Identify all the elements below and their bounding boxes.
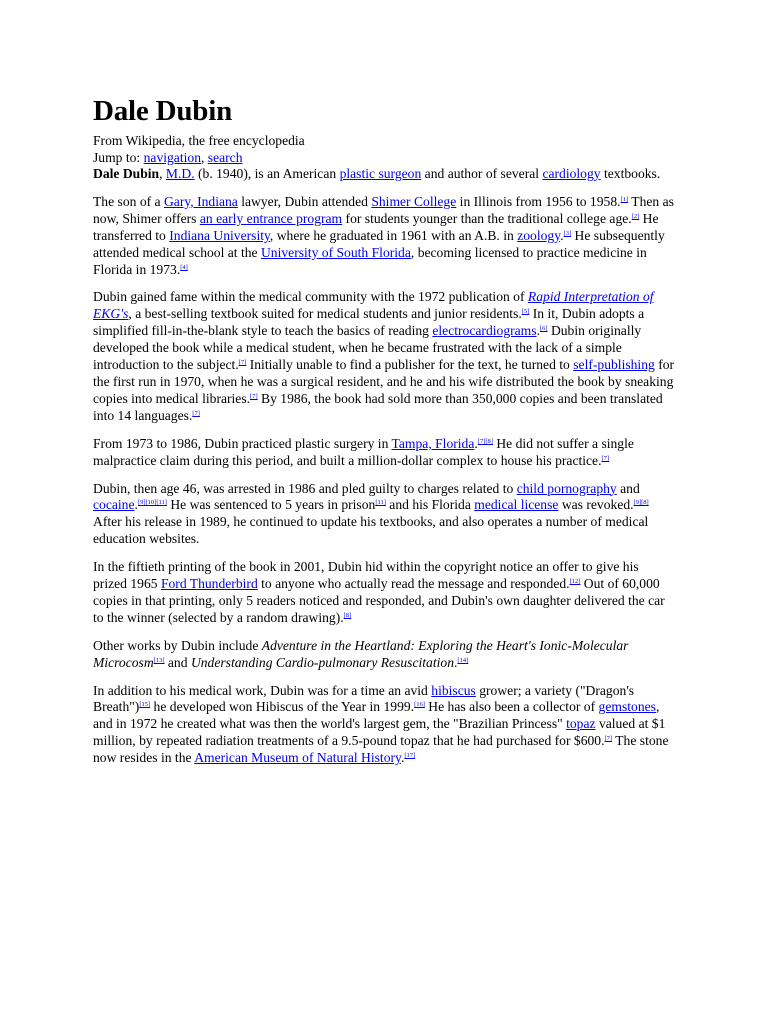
reference-link[interactable]: [12] xyxy=(569,578,581,586)
article-paragraph xyxy=(93,289,676,424)
article xyxy=(93,94,676,778)
text-run: . xyxy=(536,323,540,339)
text-run: textbooks. xyxy=(600,166,661,181)
reference-marker xyxy=(457,657,468,664)
text-run: and xyxy=(164,654,191,670)
text-run: . xyxy=(474,435,478,451)
wiki-link[interactable]: American Museum of Natural History xyxy=(194,750,401,766)
site-tagline: From Wikipedia, the free encyclopedia xyxy=(93,133,305,148)
reference-link[interactable]: [9][10][11] xyxy=(137,499,167,507)
bold-subject: Dale Dubin xyxy=(93,166,160,181)
text-run: He has also been a collector of xyxy=(424,699,599,715)
text-run: The son of a xyxy=(93,193,164,209)
wiki-link[interactable]: Indiana University xyxy=(169,227,270,243)
wiki-link[interactable]: gemstones xyxy=(598,699,656,715)
reference-link[interactable]: [13] xyxy=(153,656,165,664)
text-run: grower; a variety ("Dragon's Breath") xyxy=(93,682,635,715)
reference-marker xyxy=(605,735,613,742)
text-run: valued at $1 million, by repeated radiation treatments of a 9.5-pound topaz that he had purchased for $600. xyxy=(93,716,666,749)
reference-link[interactable]: [5] xyxy=(521,308,530,316)
article-paragraph xyxy=(93,559,676,627)
wiki-link[interactable]: University of South Florida xyxy=(260,244,411,260)
wiki-link[interactable]: an early entrance program xyxy=(199,210,343,226)
text-run: . xyxy=(560,227,564,243)
reference-marker xyxy=(621,196,629,203)
article-paragraph xyxy=(93,481,676,549)
article-paragraph xyxy=(93,436,676,470)
wiki-link[interactable]: Shimer College xyxy=(371,193,457,209)
text-run: Other works by Dubin include xyxy=(93,637,262,653)
reference-link[interactable]: [7] xyxy=(192,409,200,417)
jump-prefix: Jump to: xyxy=(93,150,144,165)
text-run: , xyxy=(159,166,166,181)
book-title: Adventure in the Heartland: Exploring the Heart's Ionic-Molecular Microcosm xyxy=(93,637,629,670)
reference-link[interactable]: [17] xyxy=(404,752,416,760)
reference-marker xyxy=(154,657,165,664)
text-run: and xyxy=(616,480,640,496)
text-run: , becoming licensed to practice medicine in Florida in 1973. xyxy=(93,244,647,277)
text-run: Dubin originally developed the book while a medical student, when he became frustrated with the lack of a simple introduction to the subject. xyxy=(93,323,642,373)
text-run: and author of several xyxy=(421,166,543,181)
text-run: In addition to his medical work, Dubin was for a time an avid xyxy=(93,682,432,698)
reference-marker xyxy=(404,752,415,759)
article-paragraph xyxy=(93,194,676,279)
text-run: lawyer, Dubin attended xyxy=(237,193,372,209)
text-run: The stone now resides in the xyxy=(93,733,669,766)
reference-link[interactable]: [7] xyxy=(601,454,610,462)
text-run: , and in 1972 he created what was then the world's largest gem, the "Brazilian Princess" xyxy=(93,699,660,732)
wiki-link[interactable]: self-publishing xyxy=(573,357,655,373)
text-run: and his Florida xyxy=(385,497,475,513)
wiki-link[interactable]: Rapid Interpretation of EKG's xyxy=(93,289,654,322)
wiki-link[interactable]: medical license xyxy=(474,497,559,513)
text-run: Initially unable to find a publisher for the text, he turned to xyxy=(246,357,574,373)
reference-marker xyxy=(375,499,386,506)
wiki-link[interactable]: cardiology xyxy=(542,166,601,181)
book-title: Understanding Cardio-pulmonary Resuscitation xyxy=(190,654,454,670)
text-run: He did not suffer a single malpractice claim during this period, and built a million-dollar complex to house his practice. xyxy=(93,435,634,468)
reference-link[interactable]: [11] xyxy=(375,499,386,507)
reference-marker xyxy=(414,701,425,708)
text-run: After his release in 1989, he continued to update his textbooks, and also operates a number of medical education websites. xyxy=(93,514,649,547)
jump-separator: , xyxy=(201,150,208,165)
navigation-link[interactable]: navigation xyxy=(143,150,201,165)
wiki-link[interactable]: plastic surgeon xyxy=(339,166,422,181)
article-paragraph xyxy=(93,683,676,768)
reference-marker xyxy=(344,612,352,619)
reference-marker xyxy=(634,499,649,506)
reference-marker xyxy=(192,410,200,417)
text-run: From 1973 to 1986, Dubin practiced plastic surgery in xyxy=(93,435,392,451)
reference-link[interactable]: [6] xyxy=(539,325,548,333)
reference-marker xyxy=(540,325,548,332)
page-title: Dale Dubin xyxy=(93,95,233,127)
jump-links xyxy=(93,149,676,166)
search-link[interactable]: search xyxy=(207,150,243,165)
wiki-link[interactable]: Gary, Indiana xyxy=(163,193,238,209)
text-run: , where he graduated in 1961 with an A.B. in xyxy=(269,227,518,243)
text-run: Dubin, then age 46, was arrested in 1986 and pled guilty to charges related to xyxy=(93,480,517,496)
reference-marker xyxy=(570,578,581,585)
article-paragraph xyxy=(93,638,676,672)
reference-link[interactable]: [4] xyxy=(180,263,188,271)
text-run: he developed won Hibiscus of the Year in 1999. xyxy=(150,699,415,715)
text-run: for the first run in 1970, when he was a surgical resident, and he and his wife distributed the book by sneaking copies into medical libraries. xyxy=(93,357,675,406)
wiki-link[interactable]: zoology xyxy=(517,227,561,243)
reference-marker xyxy=(138,499,167,506)
reference-marker xyxy=(602,455,610,462)
text-run: for students younger than the traditional college age. xyxy=(342,210,632,226)
reference-link[interactable]: [7][8] xyxy=(477,437,493,445)
wiki-link[interactable]: hibiscus xyxy=(431,682,476,698)
reference-link[interactable]: [16] xyxy=(414,701,425,709)
text-run: . xyxy=(454,654,458,670)
reference-link[interactable]: [9][8] xyxy=(633,499,649,507)
wiki-link[interactable]: electrocardiograms xyxy=(432,323,537,339)
article-body xyxy=(93,166,676,767)
reference-marker xyxy=(250,393,258,400)
text-run: In the fiftieth printing of the book in 2001, Dubin hid within the copyright notice an offer to give his prized 1965 xyxy=(93,559,639,592)
wiki-link[interactable]: M.D. xyxy=(165,166,195,181)
wiki-link[interactable]: Tampa, Florida xyxy=(391,435,475,451)
text-run: to anyone who actually read the message and responded. xyxy=(257,576,570,592)
reference-marker xyxy=(478,438,493,445)
text-run: In it, Dubin adopts a simplified fill-in-the-blank style to teach the basics of reading xyxy=(93,306,645,339)
text-run: (b. 1940), is an American xyxy=(194,166,340,181)
text-run: He subsequently attended medical school at the xyxy=(93,227,665,260)
wiki-link[interactable]: child pornography xyxy=(516,480,617,496)
text-run: . xyxy=(134,497,138,513)
reference-marker xyxy=(139,701,150,708)
wiki-link[interactable]: topaz xyxy=(566,716,596,732)
text-run: Dubin gained fame within the medical community with the 1972 publication of xyxy=(93,289,528,305)
text-run: Out of 60,000 copies in that printing, only 5 readers noticed and responded, and Dubin's own daughter delivered the car to the winner (selected by a random drawing). xyxy=(93,576,665,625)
text-run: He was sentenced to 5 years in prison xyxy=(166,497,376,513)
article-paragraph xyxy=(93,166,676,183)
text-run: was revoked. xyxy=(558,497,634,513)
text-run: , a best-selling textbook suited for medical students and junior residents. xyxy=(128,306,522,322)
reference-link[interactable]: [8] xyxy=(343,611,352,619)
reference-marker xyxy=(564,230,572,237)
text-run: in Illinois from 1956 to 1958. xyxy=(456,193,621,209)
reference-link[interactable]: [14] xyxy=(457,656,469,664)
reference-link[interactable]: [7] xyxy=(250,392,258,400)
text-run: Then as now, Shimer offers xyxy=(93,193,674,226)
text-run: By 1986, the book had sold more than 350,000 copies and been translated into 14 languages. xyxy=(93,390,663,423)
reference-link[interactable]: [15] xyxy=(139,701,151,709)
wiki-link[interactable]: cocaine xyxy=(93,497,135,513)
reference-link[interactable]: [7] xyxy=(238,359,247,367)
text-run: . xyxy=(400,750,405,766)
text-run: He transferred to xyxy=(93,210,659,243)
wiki-link[interactable]: Ford Thunderbird xyxy=(160,576,258,592)
reference-link[interactable]: [7] xyxy=(604,735,613,743)
reference-marker xyxy=(180,264,188,271)
reference-link[interactable]: [1] xyxy=(620,195,629,203)
reference-link[interactable]: [2] xyxy=(631,212,640,220)
reference-link[interactable]: [3] xyxy=(563,229,572,237)
